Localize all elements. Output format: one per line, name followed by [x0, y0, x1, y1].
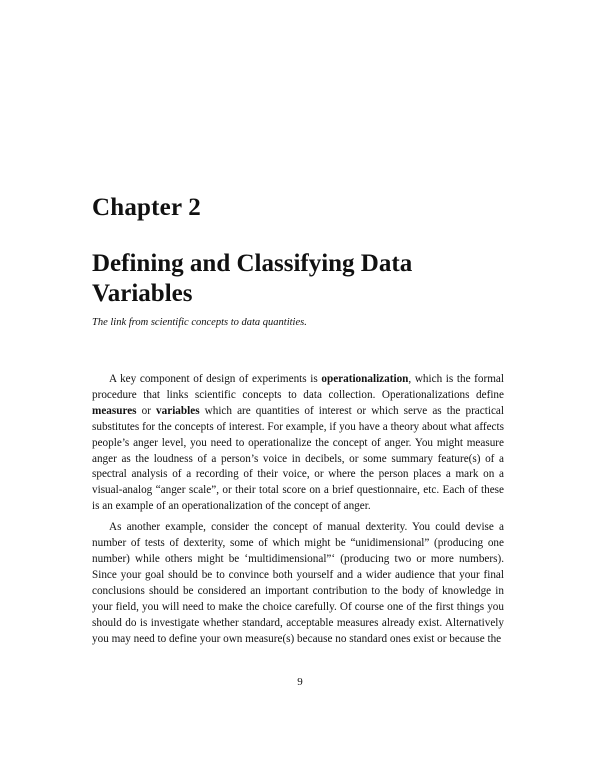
paragraph-2: As another example, consider the concept of manual dexterity. You could devise a number of tests of dexterity, some of which might be “unidimensional” (producing one number) while others might be ‘multidimensional”‘ (producing two or more numbers). Since your goal should be to convince both yourself and a wider audience that your final conclusions should be considered an important contribution to the body of knowledge in your field, you will need to make the choice carefully. Of course one of the first things you should do is investigate whether standard, acceptable measures already exist. Alternatively you may need to define your own measure(s) because no standard ones exist or because the: [92, 521, 504, 645]
chapter-label: Chapter 2: [92, 194, 201, 221]
body-text: [92, 372, 504, 652]
page-number: 9: [297, 676, 303, 688]
term-measures: measures: [92, 404, 137, 417]
term-variables: variables: [156, 404, 200, 417]
term-operationalization: operationalization: [321, 373, 409, 385]
paragraph-1-text-a: A key component of design of experiments is: [109, 373, 322, 385]
paragraph-1-text-d: which are quantities of interest or which serve as the practical substitutes for the concepts of interest. For example, if you have a theory about what affects people’s anger level, you need to operationalize the concept of anger. You might measure anger as the loudness of a person’s voice in decibels, or some summary feature(s) of a spectral analysis of a recording of their voice, or where the person places a mark on a visual-analog “anger scale”, or their total score on a brief questionnaire, etc. Each of these is an example of an operationalization of the concept of anger.: [92, 404, 504, 513]
paragraph-1-text-c: or: [136, 404, 157, 417]
paragraph-1: [92, 372, 504, 515]
paragraph-1-text-b: , which is the formal procedure that links scientific concepts to data collection. Operationalizations define: [92, 373, 505, 401]
chapter-epigraph: The link from scientific concepts to data quantities.: [92, 317, 307, 328]
chapter-title: Defining and Classifying Data Variables: [92, 250, 413, 307]
